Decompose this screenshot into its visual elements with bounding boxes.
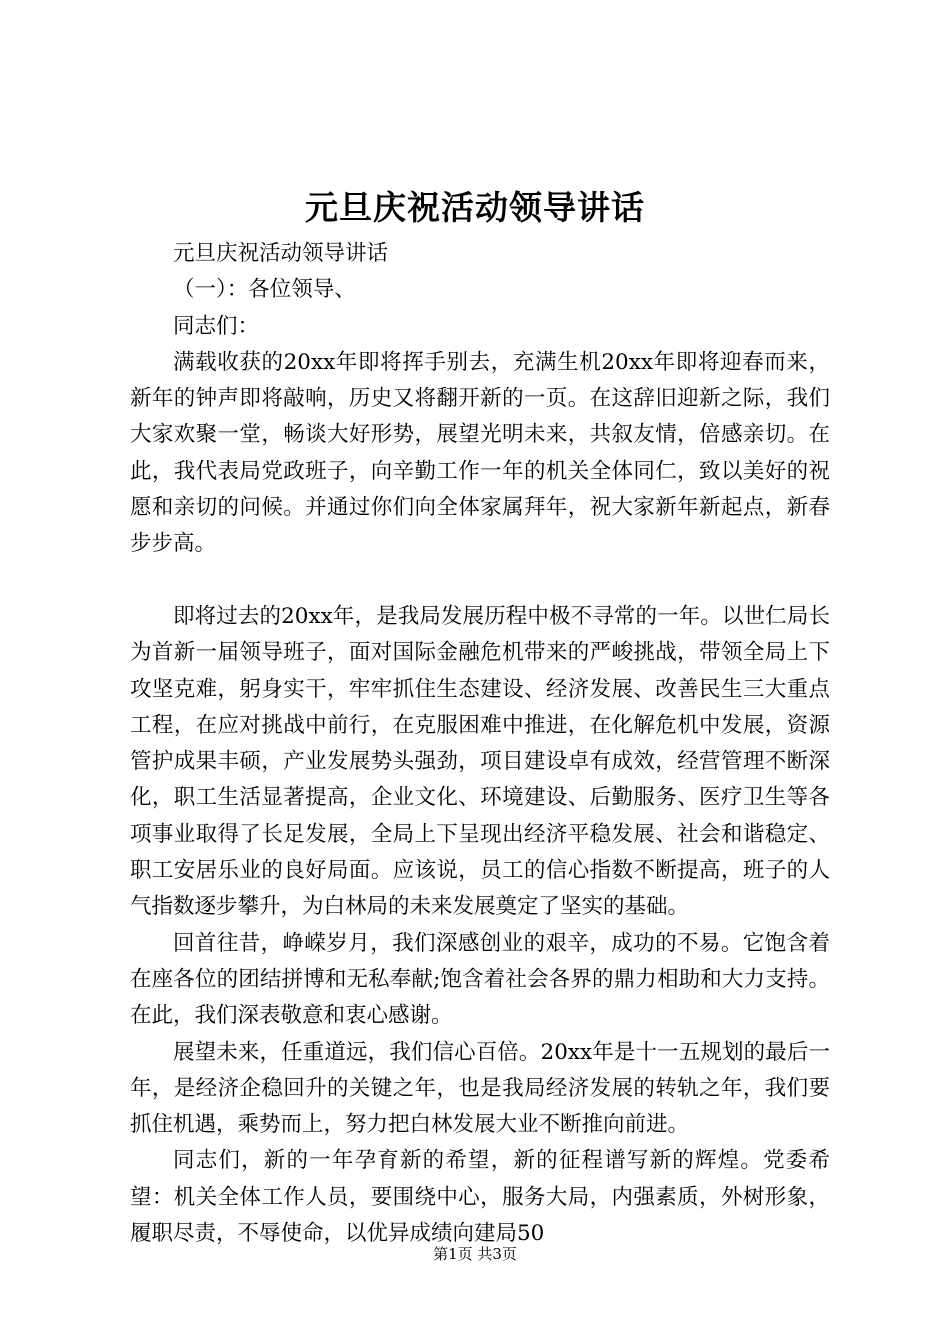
salutation: 同志们： [173, 313, 260, 339]
document-body [130, 236, 830, 1252]
subtitle-line: 元旦庆祝活动领导讲话 [173, 241, 389, 266]
body-paragraph: 回首往昔，峥嵘岁月，我们深感创业的艰辛，成功的不易。它饱含着在座各位的团结拼博和无私奉献;饱含着社会各界的鼎力相助和大力支持。在此，我们深表敬意和衷心感谢。 [130, 930, 830, 1029]
body-paragraph: 即将过去的20xx年，是我局发展历程中极不寻常的一年。以世仁局长为首新一届领导班子，面对国际金融危机带来的严峻挑战，带领全局上下攻坚克难，躬身实干，牢牢抓住生态建设、经济发展、改善民生三大重点工程，在应对挑战中前行，在克服困难中推进，在化解危机中发展，资源管护成果丰硕，产业发展势头强劲，项目建设卓有成效，经营管理不断深化，职工生活显著提高，企业文化、环境建设、后勤服务、医疗卫生等各项事业取得了长足发展，全局上下呈现出经济平稳发展、社会和谐稳定、职工安居乐业的良好局面。应该说，员工的信心指数不断提高，班子的人气指数逐步攀升，为白林局的未来发展奠定了坚实的基础。 [130, 603, 830, 920]
body-paragraph: 展望未来，任重道远，我们信心百倍。20xx年是十一五规划的最后一年，是经济企稳回升的关键之年，也是我局经济发展的转轨之年，我们要抓住机遇，乘势而上，努力把白林发展大业不断推向前进。 [130, 1039, 830, 1138]
section-heading: （一）：各位领导、 [173, 277, 356, 303]
paragraph-spacer [130, 563, 830, 599]
page-number-footer: 第1页 共3页 [433, 1245, 517, 1263]
body-paragraph: 满载收获的20xx年即将挥手别去，充满生机20xx年即将迎春而来，新年的钟声即将敲响，历史又将翻开新的一页。在这辞旧迎新之际，我们大家欢聚一堂，畅谈大好形势，展望光明未来，共叙友情，倍感亲切。在此，我代表局党政班子，向辛勤工作一年的机关全体同仁，致以美好的祝愿和亲切的问候。并通过你们向全体家属拜年，祝大家新年新起点，新春步步高。 [130, 349, 830, 557]
document-title: 元旦庆祝活动领导讲话 [305, 188, 645, 227]
body-paragraph: 同志们，新的一年孕育新的希望，新的征程谱写新的辉煌。党委希望：机关全体工作人员，要围绕中心，服务大局，内强素质，外树形象，履职尽责，不辱使命，以优异成绩向建局50 [130, 1148, 830, 1247]
